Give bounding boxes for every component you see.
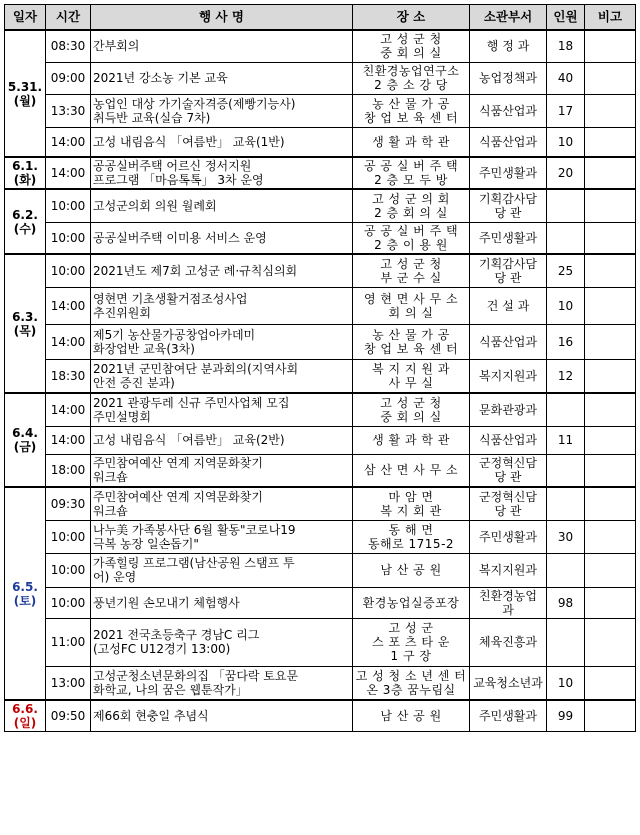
time-cell: 10:00 (46, 587, 91, 618)
table-row (5, 62, 636, 94)
department-cell: 식품산업과 (470, 94, 547, 127)
date-cell (5, 157, 46, 189)
place-cell: 동 해 면 동해로 1715-2 (353, 520, 470, 553)
date-cell (5, 487, 46, 700)
attendee-count-cell: 16 (547, 324, 585, 359)
place-cell: 고 성 군 의 회 2 층 회 의 실 (353, 189, 470, 222)
attendee-count-cell (547, 222, 585, 254)
time-cell: 18:00 (46, 454, 91, 487)
table-row (5, 127, 636, 157)
note-cell (585, 666, 636, 700)
place-cell: 고 성 군 스 포 츠 타 운 1 구 장 (353, 618, 470, 666)
date-label: 6.1. (12, 159, 38, 173)
weekday-label: (화) (13, 173, 37, 187)
event-name-cell: 2021년 군민참여단 분과회의(지역사회 안전 증진 분과) (91, 359, 353, 393)
attendee-count-cell: 10 (547, 666, 585, 700)
department-cell: 식품산업과 (470, 127, 547, 157)
place-cell: 남 산 공 원 (353, 700, 470, 731)
note-cell (585, 359, 636, 393)
place-cell: 고 성 청 소 년 센 터 온 3층 꿈누림실 (353, 666, 470, 700)
date-cell (5, 700, 46, 731)
event-name-cell: 나누美 가족봉사단 6월 활동"코로나19 극복 농장 일손돕기" (91, 520, 353, 553)
place-cell: 농 산 물 가 공 창 업 보 육 센 터 (353, 324, 470, 359)
table-row (5, 487, 636, 520)
attendee-count-cell: 11 (547, 426, 585, 454)
department-cell: 기획감사담 당 관 (470, 254, 547, 287)
table-row (5, 426, 636, 454)
place-cell: 고 성 군 청 부 군 수 실 (353, 254, 470, 287)
header-note: 비고 (585, 5, 636, 31)
note-cell (585, 157, 636, 189)
note-cell (585, 222, 636, 254)
attendee-count-cell (547, 618, 585, 666)
attendee-count-cell (547, 487, 585, 520)
department-cell: 식품산업과 (470, 426, 547, 454)
time-cell: 11:00 (46, 618, 91, 666)
note-cell (585, 393, 636, 426)
header-time: 시간 (46, 5, 91, 31)
attendee-count-cell: 18 (547, 30, 585, 62)
time-cell: 13:30 (46, 94, 91, 127)
event-name-cell: 고성군청소년문화의집 「꿈다락 토요문 화학교, 나의 꿈은 웹툰작가」 (91, 666, 353, 700)
header-dept: 소관부서 (470, 5, 547, 31)
header-count: 인원 (547, 5, 585, 31)
table-row (5, 359, 636, 393)
header-date: 일자 (5, 5, 46, 31)
date-label: 6.6. (12, 701, 38, 716)
note-cell (585, 287, 636, 324)
note-cell (585, 520, 636, 553)
time-cell: 14:00 (46, 393, 91, 426)
event-name-cell: 제5기 농산물가공창업아카데미 화장업반 교육(3차) (91, 324, 353, 359)
table-row (5, 454, 636, 487)
event-name-cell: 고성 내림음식 「여름반」 교육(1반) (91, 127, 353, 157)
time-cell: 10:00 (46, 189, 91, 222)
event-name-cell: 고성 내림음식 「여름반」 교육(2반) (91, 426, 353, 454)
department-cell: 복지지원과 (470, 359, 547, 393)
note-cell (585, 324, 636, 359)
date-label: 6.2. (12, 207, 38, 222)
event-name-cell: 2021년 강소농 기본 교육 (91, 62, 353, 94)
department-cell: 주민생활과 (470, 222, 547, 254)
event-name-cell: 2021 전국초등축구 경남C 리그 (고성FC U12경기 13:00) (91, 618, 353, 666)
place-cell: 남 산 공 원 (353, 553, 470, 587)
time-cell: 09:50 (46, 700, 91, 731)
event-name-cell: 제66회 현충일 추념식 (91, 700, 353, 731)
event-name-cell: 주민참여예산 연계 지역문화찾기 워크숍 (91, 487, 353, 520)
date-label: 5.31. (7, 79, 43, 94)
time-cell: 14:00 (46, 157, 91, 189)
date-label: 6.5. (12, 579, 38, 594)
department-cell: 주민생활과 (470, 520, 547, 553)
note-cell (585, 189, 636, 222)
place-cell: 복 지 지 원 과 사 무 실 (353, 359, 470, 393)
event-name-cell: 공공실버주택 이미용 서비스 운영 (91, 222, 353, 254)
department-cell: 친환경농업 과 (470, 587, 547, 618)
table-row (5, 287, 636, 324)
note-cell (585, 426, 636, 454)
table-row (5, 553, 636, 587)
place-cell: 환경농업실증포장 (353, 587, 470, 618)
attendee-count-cell: 10 (547, 287, 585, 324)
place-cell: 생 활 과 학 관 (353, 426, 470, 454)
table-row (5, 254, 636, 287)
date-cell (5, 30, 46, 157)
note-cell (585, 454, 636, 487)
time-cell: 10:00 (46, 222, 91, 254)
note-cell (585, 94, 636, 127)
time-cell: 10:00 (46, 553, 91, 587)
time-cell: 08:30 (46, 30, 91, 62)
table-row (5, 587, 636, 618)
department-cell: 복지지원과 (470, 553, 547, 587)
time-cell: 18:30 (46, 359, 91, 393)
event-name-cell: 간부회의 (91, 30, 353, 62)
weekday-label: (수) (13, 221, 37, 236)
weekday-label: (금) (13, 440, 37, 454)
event-name-cell: 풍년기원 손모내기 체험행사 (91, 587, 353, 618)
time-cell: 14:00 (46, 287, 91, 324)
place-cell: 공 공 실 버 주 택 2 층 이 용 원 (353, 222, 470, 254)
note-cell (585, 587, 636, 618)
attendee-count-cell (547, 454, 585, 487)
time-cell: 13:00 (46, 666, 91, 700)
time-cell: 14:00 (46, 426, 91, 454)
department-cell: 교육청소년과 (470, 666, 547, 700)
attendee-count-cell (547, 393, 585, 426)
event-name-cell: 가족힐링 프로그램(남산공원 스탬프 투 어) 운영 (91, 553, 353, 587)
table-row (5, 189, 636, 222)
table-row (5, 618, 636, 666)
department-cell: 식품산업과 (470, 324, 547, 359)
department-cell: 행 정 과 (470, 30, 547, 62)
table-row (5, 157, 636, 189)
note-cell (585, 254, 636, 287)
date-cell (5, 189, 46, 254)
place-cell: 친환경농업연구소 2 층 소 강 당 (353, 62, 470, 94)
time-cell: 09:30 (46, 487, 91, 520)
table-row (5, 94, 636, 127)
note-cell (585, 553, 636, 587)
event-name-cell: 고성군의회 의원 월례회 (91, 189, 353, 222)
weekday-label: (월) (13, 93, 37, 108)
attendee-count-cell: 17 (547, 94, 585, 127)
weekday-label: (토) (13, 593, 37, 608)
attendee-count-cell: 40 (547, 62, 585, 94)
weekday-label: (일) (13, 715, 37, 730)
table-row (5, 393, 636, 426)
department-cell: 문화관광과 (470, 393, 547, 426)
time-cell: 10:00 (46, 520, 91, 553)
department-cell: 군정혁신담 당 관 (470, 487, 547, 520)
time-cell: 10:00 (46, 254, 91, 287)
header-place: 장 소 (353, 5, 470, 31)
note-cell (585, 127, 636, 157)
place-cell: 농 산 물 가 공 창 업 보 육 센 터 (353, 94, 470, 127)
attendee-count-cell: 10 (547, 127, 585, 157)
place-cell: 생 활 과 학 관 (353, 127, 470, 157)
table-row (5, 700, 636, 731)
department-cell: 농업정책과 (470, 62, 547, 94)
department-cell: 주민생활과 (470, 700, 547, 731)
event-name-cell: 주민참여예산 연계 지역문화찾기 워크숍 (91, 454, 353, 487)
note-cell (585, 700, 636, 731)
attendee-count-cell: 98 (547, 587, 585, 618)
event-name-cell: 영현면 기초생활거점조성사업 추진위원회 (91, 287, 353, 324)
table-body (5, 30, 636, 731)
event-name-cell: 2021 관광두레 신규 주민사업체 모집 주민설명회 (91, 393, 353, 426)
table-row (5, 520, 636, 553)
table-row (5, 30, 636, 62)
attendee-count-cell: 30 (547, 520, 585, 553)
attendee-count-cell (547, 189, 585, 222)
weekday-label: (목) (13, 323, 37, 338)
attendee-count-cell: 25 (547, 254, 585, 287)
time-cell: 14:00 (46, 324, 91, 359)
table-header (5, 5, 636, 31)
place-cell: 고 성 군 청 중 회 의 실 (353, 30, 470, 62)
note-cell (585, 487, 636, 520)
attendee-count-cell: 20 (547, 157, 585, 189)
table-row (5, 666, 636, 700)
note-cell (585, 618, 636, 666)
header-event: 행 사 명 (91, 5, 353, 31)
place-cell: 마 암 면 복 지 회 관 (353, 487, 470, 520)
date-label: 6.4. (12, 426, 38, 440)
department-cell: 주민생활과 (470, 157, 547, 189)
department-cell: 체육진흥과 (470, 618, 547, 666)
schedule-table (4, 4, 636, 732)
table-row (5, 324, 636, 359)
attendee-count-cell: 99 (547, 700, 585, 731)
date-cell (5, 254, 46, 393)
attendee-count-cell (547, 553, 585, 587)
event-name-cell: 2021년도 제7회 고성군 례·규칙심의회 (91, 254, 353, 287)
time-cell: 14:00 (46, 127, 91, 157)
event-name-cell: 농업인 대상 가기술자격증(제빵기능사) 취득반 교육(실습 7차) (91, 94, 353, 127)
place-cell: 고 성 군 청 중 회 의 실 (353, 393, 470, 426)
table-row (5, 222, 636, 254)
department-cell: 건 설 과 (470, 287, 547, 324)
department-cell: 기획감사담 당 관 (470, 189, 547, 222)
note-cell (585, 62, 636, 94)
date-label: 6.3. (12, 309, 38, 324)
note-cell (585, 30, 636, 62)
place-cell: 공 공 실 버 주 택 2 층 모 두 방 (353, 157, 470, 189)
date-cell (5, 393, 46, 487)
time-cell: 09:00 (46, 62, 91, 94)
place-cell: 영 현 면 사 무 소 회 의 실 (353, 287, 470, 324)
event-name-cell: 공공실버주택 어르신 정서지원 프로그램 「마음톡톡」 3차 운영 (91, 157, 353, 189)
place-cell: 삼 산 면 사 무 소 (353, 454, 470, 487)
department-cell: 군정혁신담 당 관 (470, 454, 547, 487)
attendee-count-cell: 12 (547, 359, 585, 393)
